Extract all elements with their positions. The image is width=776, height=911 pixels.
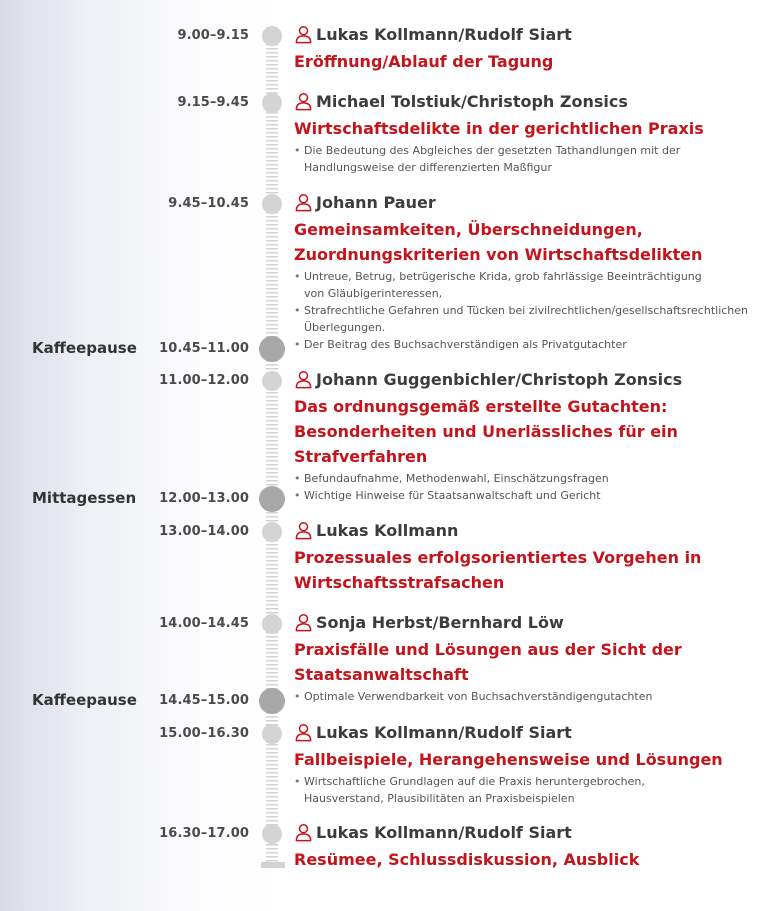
session-title: Wirtschaftsdelikte in der gerichtlichen Praxis	[294, 119, 704, 138]
speaker-label: Michael Tolstiuk/Christoph Zonsics	[316, 92, 628, 111]
person-icon	[294, 370, 313, 389]
timeline-dot	[262, 522, 282, 542]
timeline-dot	[262, 724, 282, 744]
bullet-item: • Untreue, Betrug, betrügerische Krida, grob fahrlässige Beeinträchtigung von Gläubigerinteressen,	[294, 268, 748, 302]
speaker-label: Lukas Kollmann	[316, 521, 459, 540]
break-time: 14.45–15.00	[159, 693, 249, 708]
timeline-dot	[262, 824, 282, 844]
session-time: 16.30–17.00	[159, 826, 249, 841]
bullet-item: • Strafrechtliche Gefahren und Tücken bei zivilrechtlichen/gesellschaftsrechtlichen Überlegungen.	[294, 302, 748, 336]
speaker-name	[294, 370, 682, 389]
speaker-label: Lukas Kollmann/Rudolf Siart	[316, 823, 572, 842]
speaker-label: Johann Guggenbichler/Christoph Zonsics	[316, 370, 683, 389]
speaker-name	[294, 193, 436, 212]
person-icon	[294, 723, 313, 742]
person-icon	[294, 521, 313, 540]
bullet-item: • Wichtige Hinweise für Staatsanwaltschaft und Gericht	[294, 487, 609, 504]
session-title: Gemeinsamkeiten, Überschneidungen,	[294, 220, 643, 239]
speaker-name	[294, 92, 628, 111]
session-bullets	[294, 470, 609, 504]
session-time: 11.00–12.00	[159, 373, 249, 388]
speaker-name	[294, 521, 458, 540]
bullet-item: • Befundaufnahme, Methodenwahl, Einschätzungsfragen	[294, 470, 609, 487]
session-time: 9.15–9.45	[177, 95, 249, 110]
break-dot	[259, 486, 285, 512]
session-title: Strafverfahren	[294, 447, 428, 466]
timeline-end	[261, 862, 285, 868]
bullet-item: • Wirtschaftliche Grundlagen auf die Praxis heruntergebrochen, Hausverstand, Plausibilitäten an Praxisbeispielen	[294, 773, 645, 807]
session-title: Fallbeispiele, Herangehensweise und Lösungen	[294, 750, 723, 769]
person-icon	[294, 92, 313, 111]
speaker-name	[294, 823, 572, 842]
timeline-dot	[262, 93, 282, 113]
speaker-label: Johann Pauer	[316, 193, 436, 212]
speaker-name	[294, 25, 572, 44]
session-bullets	[294, 142, 680, 176]
session-title: Staatsanwaltschaft	[294, 665, 469, 684]
speaker-label: Lukas Kollmann/Rudolf Siart	[316, 25, 572, 44]
person-icon	[294, 823, 313, 842]
person-icon	[294, 613, 313, 632]
person-icon	[294, 25, 313, 44]
session-bullets	[294, 773, 645, 807]
session-title: Resümee, Schlussdiskussion, Ausblick	[294, 850, 640, 869]
session-title: Zuordnungskriterien von Wirtschaftsdelikten	[294, 245, 703, 264]
timeline-dot	[262, 614, 282, 634]
session-bullets	[294, 268, 748, 353]
session-title: Prozessuales erfolgsorientiertes Vorgehen in	[294, 548, 702, 567]
break-dot	[259, 336, 285, 362]
session-title: Eröffnung/Ablauf der Tagung	[294, 52, 554, 71]
bullet-item: • Der Beitrag des Buchsachverständigen als Privatgutachter	[294, 336, 748, 353]
timeline-dot	[262, 371, 282, 391]
timeline-dot	[262, 194, 282, 214]
break-time: 10.45–11.00	[159, 341, 249, 356]
break-label: Kaffeepause	[32, 691, 137, 709]
session-title: Besonderheiten und Unerlässliches für ein	[294, 422, 678, 441]
session-title: Wirtschaftsstrafsachen	[294, 573, 505, 592]
break-time: 12.00–13.00	[159, 491, 249, 506]
session-time: 14.00–14.45	[159, 616, 249, 631]
speaker-label: Lukas Kollmann/Rudolf Siart	[316, 723, 572, 742]
break-label: Mittagessen	[32, 489, 137, 507]
speaker-name	[294, 613, 564, 632]
person-icon	[294, 193, 313, 212]
session-time: 9.00–9.15	[177, 28, 249, 43]
session-title: Praxisfälle und Lösungen aus der Sicht der	[294, 640, 682, 659]
session-time: 13.00–14.00	[159, 524, 249, 539]
session-title: Das ordnungsgemäß erstellte Gutachten:	[294, 397, 668, 416]
break-label: Kaffeepause	[32, 339, 137, 357]
timeline-dot	[262, 26, 282, 46]
break-dot	[259, 688, 285, 714]
session-time: 15.00–16.30	[159, 726, 249, 741]
bullet-item: • Die Bedeutung des Abgleiches der gesetzten Tathandlungen mit der Handlungsweise der differenzierten Maßfigur	[294, 142, 680, 176]
speaker-label: Sonja Herbst/Bernhard Löw	[316, 613, 564, 632]
session-bullets	[294, 688, 652, 705]
bullet-item: • Optimale Verwendbarkeit von Buchsachverständigengutachten	[294, 688, 652, 705]
session-time: 9.45–10.45	[168, 196, 249, 211]
speaker-name	[294, 723, 572, 742]
